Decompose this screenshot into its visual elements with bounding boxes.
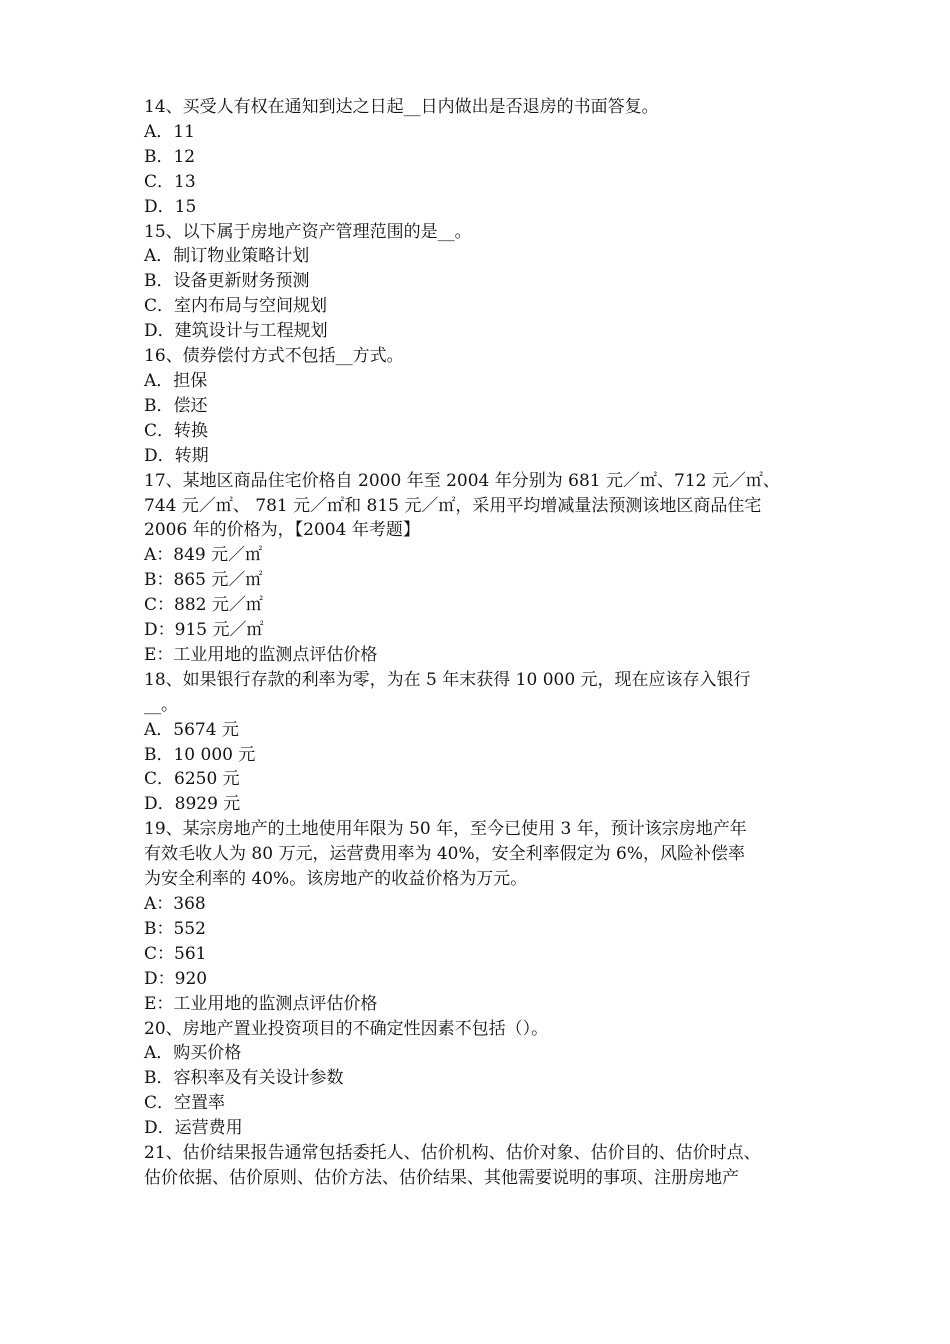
question-17-stem-line-2: 744 元／㎡、 781 元／㎡和 815 元／㎡，采用平均增减量法预测该地区商品住宅 [144,495,762,516]
question-17-stem-line-3: 2006 年的价格为，【2004 年考题】 [144,520,420,541]
question-19-option-d: D：920 [144,968,208,989]
question-14-option-d: D．15 [144,196,197,217]
question-15-option-d: D．建筑设计与工程规划 [144,321,328,342]
question-20-option-a: A．购买价格 [144,1043,242,1064]
question-19-stem-line-2: 有效毛收人为 80 万元，运营费用率为 40%，安全利率假定为 6%，风险补偿率 [144,844,746,865]
question-17-stem-line-1: 17、某地区商品住宅价格自 2000 年至 2004 年分别为 681 元／㎡、712 元／㎡、 [144,470,780,491]
question-15-option-c: C．室内布局与空间规划 [144,296,328,317]
question-17-option-b: B：865 元／㎡ [144,570,263,591]
question-21-stem-line-1: 21、估价结果报告通常包括委托人、估价机构、估价对象、估价目的、估价时点、 [144,1143,761,1164]
question-15-stem: 15、以下属于房地产资产管理范围的是__。 [144,221,472,242]
question-17-option-d: D：915 元／㎡ [144,620,264,641]
question-18-option-d: D．8929 元 [144,794,241,815]
question-15-option-b: B．设备更新财务预测 [144,271,310,292]
question-19-option-a: A：368 [144,894,206,914]
question-14-option-a: A．11 [144,121,195,142]
question-14-option-c: C．13 [144,171,196,192]
question-17-option-e: E：工业用地的监测点评估价格 [144,644,378,665]
question-19-option-c: C：561 [144,943,207,964]
question-19-option-e: E：工业用地的监测点评估价格 [144,993,378,1014]
question-19-option-b: B：552 [144,918,206,939]
question-15-option-a: A．制订物业策略计划 [144,246,310,267]
question-18-stem-line-1: 18、如果银行存款的利率为零，为在 5 年末获得 10 000 元，现在应该存入银行 [144,669,751,690]
question-18-option-b: B．10 000 元 [144,744,256,765]
question-14-stem: 14、买受人有权在通知到达之日起__日内做出是否退房的书面答复。 [144,97,659,117]
question-20-stem: 20、房地产置业投资项目的不确定性因素不包括（）。 [144,1018,549,1039]
question-14-option-b: B．12 [144,146,196,167]
question-16-option-a: A．担保 [144,370,208,391]
question-21-stem-line-2: 估价依据、估价原则、估价方法、估价结果、其他需要说明的事项、注册房地产 [144,1167,739,1188]
question-20-option-c: C．空置率 [144,1093,226,1114]
document-page [144,95,814,1191]
question-17-option-c: C：882 元／㎡ [144,595,263,616]
question-18-stem-line-2: __。 [144,694,178,715]
question-20-option-d: D．运营费用 [144,1118,243,1139]
question-19-stem-line-3: 为安全利率的 40%。该房地产的收益价格为万元。 [144,869,528,890]
question-16-stem: 16、债券偿付方式不包括__方式。 [144,346,404,367]
question-18-option-c: C．6250 元 [144,769,240,790]
question-18-option-a: A．5674 元 [144,719,239,740]
question-16-option-b: B．偿还 [144,395,208,416]
question-17-option-a: A：849 元／㎡ [144,545,263,566]
question-16-option-d: D．转期 [144,445,209,466]
question-16-option-c: C．转换 [144,420,209,441]
question-20-option-b: B．容积率及有关设计参数 [144,1068,344,1089]
question-19-stem-line-1: 19、某宗房地产的土地使用年限为 50 年，至今已使用 3 年，预计该宗房地产年 [144,819,747,840]
